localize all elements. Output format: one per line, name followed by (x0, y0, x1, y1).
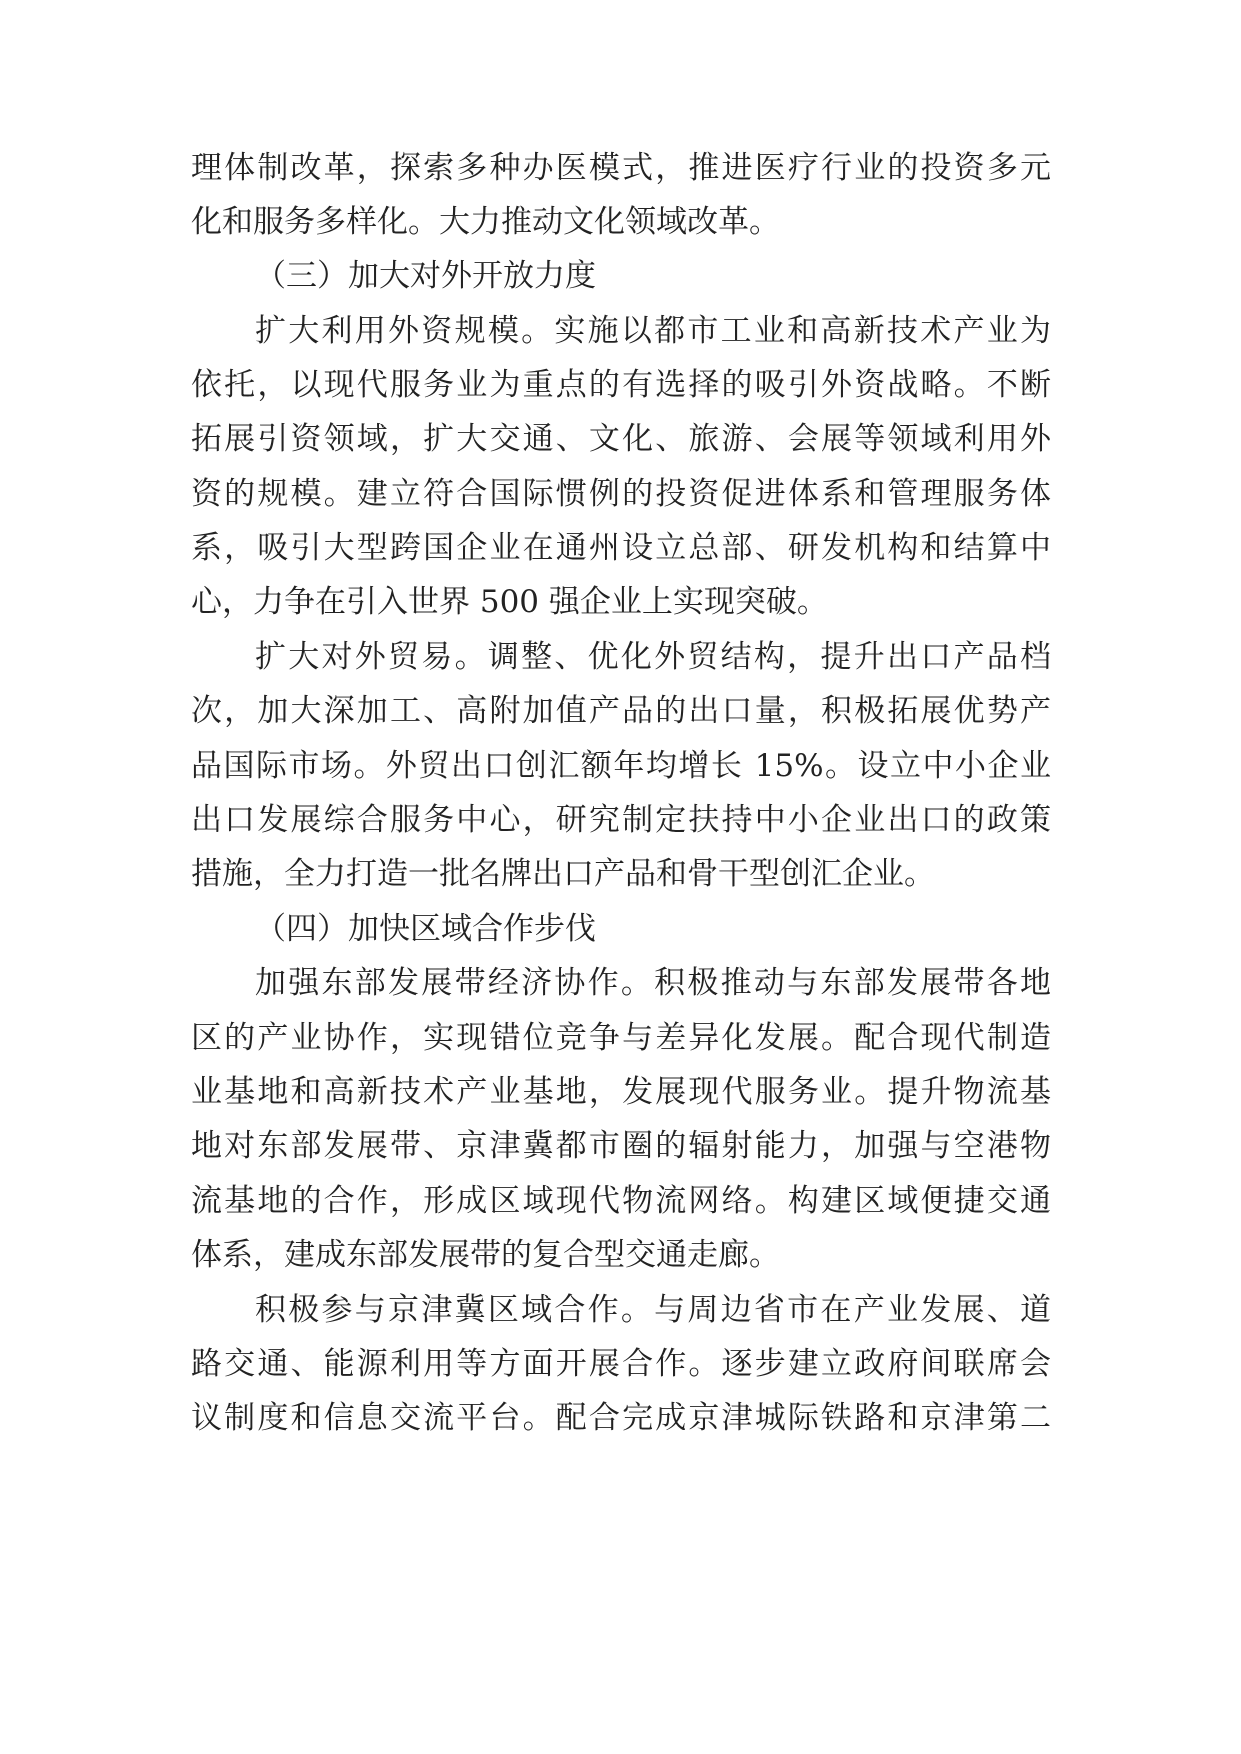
body-text-line: 拓展引资领域，扩大交通、文化、旅游、会展等领域利用外 (191, 421, 1051, 457)
body-text-line: 心，力争在引入世界 500 强企业上实现突破。 (191, 584, 828, 620)
body-text-line: 资的规模。建立符合国际惯例的投资促进体系和管理服务体 (191, 476, 1051, 512)
body-text-line: 化和服务多样化。大力推动文化领域改革。 (191, 204, 780, 240)
body-text-line: 流基地的合作，形成区域现代物流网络。构建区域便捷交通 (191, 1183, 1051, 1219)
paragraph-first-line: 积极参与京津冀区域合作。与周边省市在产业发展、道 (255, 1292, 1051, 1328)
body-text-line: 业基地和高新技术产业基地，发展现代服务业。提升物流基 (191, 1074, 1051, 1110)
body-text-line: 体系，建成东部发展带的复合型交通走廊。 (191, 1237, 780, 1273)
body-text-line: 措施，全力打造一批名牌出口产品和骨干型创汇企业。 (191, 856, 935, 892)
paragraph-first-line: 扩大对外贸易。调整、优化外贸结构，提升出口产品档 (255, 639, 1051, 675)
body-text-line: 出口发展综合服务中心，研究制定扶持中小企业出口的政策 (191, 802, 1051, 838)
section-heading: （三）加大对外开放力度 (255, 258, 596, 294)
body-text-line: 品国际市场。外贸出口创汇额年均增长 15%。设立中小企业 (191, 748, 1051, 784)
body-text-line: 次，加大深加工、高附加值产品的出口量，积极拓展优势产 (191, 693, 1051, 729)
body-text-line: 路交通、能源利用等方面开展合作。逐步建立政府间联席会 (191, 1346, 1051, 1382)
body-text-line: 地对东部发展带、京津冀都市圈的辐射能力，加强与空港物 (191, 1128, 1051, 1164)
body-text-line: 依托，以现代服务业为重点的有选择的吸引外资战略。不断 (191, 367, 1051, 403)
body-text-line: 理体制改革，探索多种办医模式，推进医疗行业的投资多元 (191, 150, 1051, 186)
body-text-line: 议制度和信息交流平台。配合完成京津城际铁路和京津第二 (191, 1400, 1051, 1436)
section-heading: （四）加快区域合作步伐 (255, 911, 596, 947)
body-text-line: 系，吸引大型跨国企业在通州设立总部、研发机构和结算中 (191, 530, 1051, 566)
paragraph-first-line: 加强东部发展带经济协作。积极推动与东部发展带各地 (255, 965, 1051, 1001)
paragraph-first-line: 扩大利用外资规模。实施以都市工业和高新技术产业为 (255, 313, 1051, 349)
body-text-line: 区的产业协作，实现错位竞争与差异化发展。配合现代制造 (191, 1020, 1051, 1056)
